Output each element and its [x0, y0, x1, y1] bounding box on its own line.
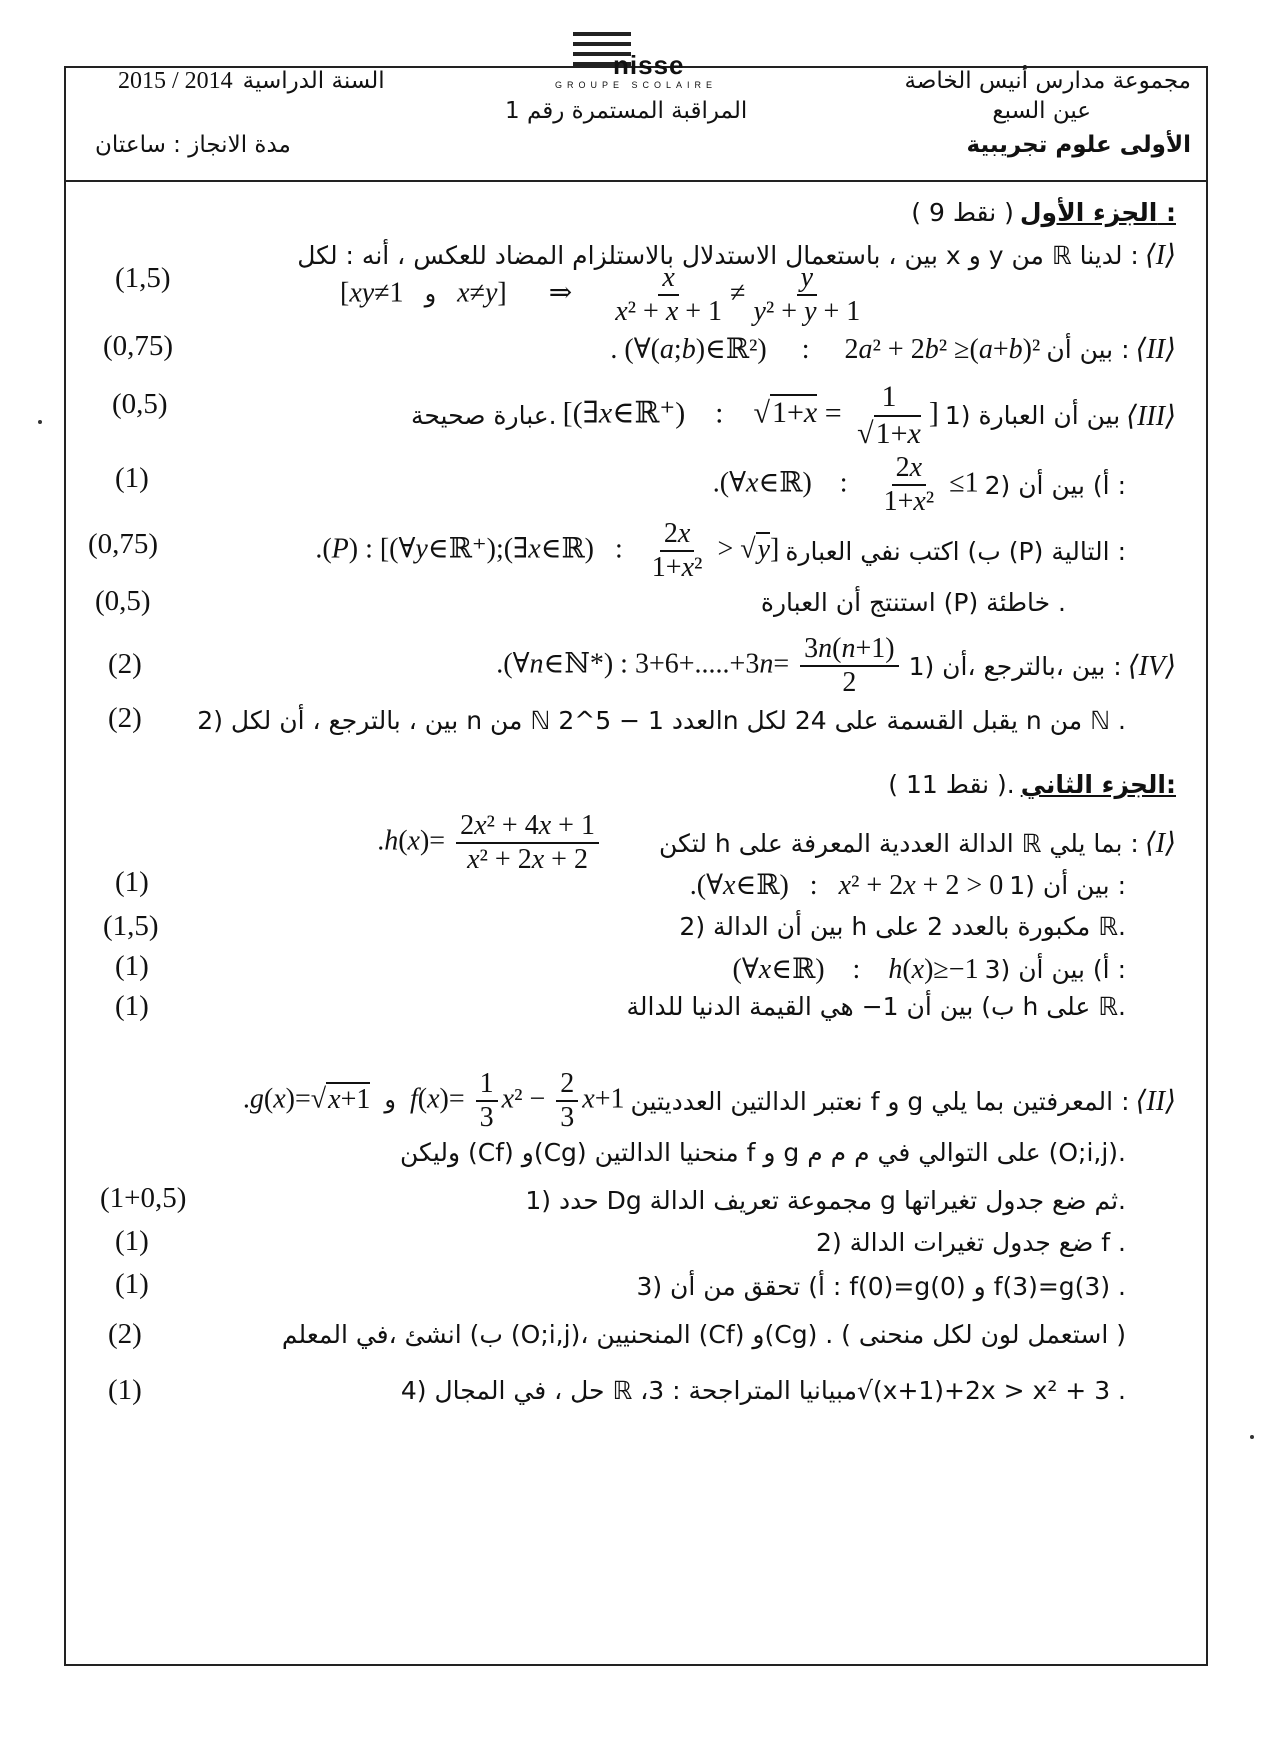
p2-I3b-text: ب) بين أن 1− هي القيمة الدنيا للدالة h على ℝ. [626, 992, 1126, 1021]
school-year [118, 68, 385, 95]
p2-I-text: لتكن h الدالة العددية المعرفة على ℝ بما يلي : [658, 828, 1139, 858]
part2-title: الجزء الثاني: [1020, 770, 1176, 799]
p2-II1-text: 1) حدد Dg مجموعة تعريف الدالة g ثم ضع جدول تغيراتها. [525, 1186, 1126, 1215]
part2-points: ( 11 نقط ). [888, 770, 1015, 799]
q2-points: (0,75) [103, 330, 174, 362]
q4-1-line [496, 633, 1176, 699]
q3-1-line [411, 380, 1176, 451]
part2-heading [888, 770, 1176, 799]
p2-II3a-points: (1) [115, 1268, 149, 1300]
p2-II3b-points: (2) [108, 1318, 142, 1350]
exam-title: المراقبة المستمرة رقم 1 [505, 98, 748, 124]
p2-II-text: نعتبر الدالتين العدديتين f و g المعرفتين بما يلي : [630, 1086, 1130, 1116]
school-name: مجموعة مدارس أنيس الخاصة [904, 68, 1191, 94]
p2-I2-points: (1,5) [103, 910, 159, 942]
q2-formula: . (∀(a;b)∈ℝ²) : 2a² + 2b² ≥(a+b)² [610, 334, 1041, 365]
p2-II-line2 [400, 1138, 1126, 1167]
q4-1-points: (2) [108, 648, 142, 680]
part1-title: الجزء الأول : [1019, 198, 1176, 227]
part1-points: ( 9 نقط ) [911, 198, 1014, 227]
scan-speck [38, 420, 42, 424]
q3-2b-deduce-points: (0,5) [95, 585, 151, 617]
q3-2a-text: 2) أ) بين أن : [984, 470, 1126, 500]
scan-speck [1250, 1435, 1254, 1439]
q3-2a-formula: .(∀x∈ℝ) : $\frac{2x}{\text{1+x²}}$ ≤1 [712, 452, 979, 518]
p2-II-line [243, 1068, 1176, 1134]
p2-II4-points: (1) [108, 1374, 142, 1406]
q4-1-formula: .(∀n∈ℕ*) : 3+6+.....+3n= $\frac{3n(n+1)}{2}$ [496, 633, 902, 699]
q2-label: ⟨II⟩ [1135, 334, 1176, 365]
q2-line [610, 332, 1176, 366]
p2-I3a-formula: (∀x∈ℝ) : h(x)≥−1 [732, 954, 979, 985]
q3-label: ⟨III⟩ [1126, 400, 1176, 432]
q3-2b-deduce-line [761, 588, 1066, 617]
q4-1-text: 1) بين ،بالترجع ،أن : [908, 651, 1122, 681]
p2-I3b-line [626, 992, 1126, 1021]
q3-2a-points: (1) [115, 462, 149, 494]
p2-II3b-text: ب) انشئ ،في المعلم (O;i,j)، المنحنيين (Cf) و(Cg) . ( استعمل لون لكل منحنى ) [281, 1320, 1126, 1349]
p2-II3a-line [636, 1272, 1126, 1301]
header-separator [64, 180, 1208, 182]
p2-II3a-text: 3) أ) تحقق من أن : f(0)=g(0) و f(3)=g(3) . [636, 1272, 1126, 1301]
p2-I3b-points: (1) [115, 990, 149, 1022]
p2-I3a-line [733, 952, 1126, 986]
p2-I2-text: 2) بين أن الدالة h مكبورة بالعدد 2 على ℝ. [679, 912, 1126, 941]
p2-II-label: ⟨II⟩ [1135, 1086, 1176, 1118]
p2-II4-text: 4) حل ، في المجال ℝ ،مبيانيا المتراجحة : 3√(x+1)+2x > x² + 3 . [400, 1376, 1126, 1405]
p2-I1-text: 1) بين أن : [1009, 870, 1126, 900]
p2-II1-line [525, 1186, 1126, 1215]
p2-I1-points: (1) [115, 866, 149, 898]
q3-1-tail: عبارة صحيحة. [411, 401, 557, 430]
q1-text: بين ، باستعمال الاستدلال بالاستلزام المضاد للعكس ، أنه : لكل x و y من ℝ لدينا : [297, 240, 1139, 270]
p2-I1-formula: .(∀x∈ℝ) : x² + 2x + 2 > 0 [689, 870, 1004, 901]
q3-2b-deduce: استنتج أن العبارة (P) خاطئة . [760, 588, 1066, 617]
p2-I3a-text: 3) أ) بين أن : [984, 954, 1126, 984]
q3-1-formula: [(∃x∈ℝ⁺) : √1+x = $\frac{1}{√1+x}$ ] [562, 380, 939, 450]
year-label: السنة الدراسية [242, 68, 385, 94]
q1-label: ⟨I⟩ [1144, 240, 1176, 271]
q3-2b-formula: .(P) : [(∀y∈ℝ⁺);(∃x∈ℝ) : $\frac{2x}{\text{1+x²}}$ > √y] [315, 518, 780, 584]
exam-duration: مدة الانجاز : ساعتان [95, 132, 291, 158]
p2-II1-points: (1+0,5) [100, 1182, 187, 1214]
q3-2b-text: ب) اكتب نفي العبارة (P) التالية : [785, 536, 1126, 566]
p2-II2-line [816, 1228, 1126, 1257]
p2-II4-line [401, 1376, 1126, 1405]
p2-fg-formula: .g(x)=√x+1 و f(x)= $\frac{1}{3}$ x² − $\frac{2}{3}$ x+1 [242, 1068, 625, 1134]
school-logo [555, 28, 725, 88]
p2-I3a-points: (1) [115, 950, 149, 982]
p2-I1-line [690, 868, 1126, 902]
city-name: عين السبع [992, 98, 1091, 124]
part1-heading [911, 198, 1176, 227]
q4-2-points: (2) [108, 702, 142, 734]
logo-subtitle: GROUPE SCOLAIRE [555, 80, 718, 90]
q4-2-line [197, 706, 1126, 735]
logo-name: nisse [613, 50, 685, 80]
year-value: 2015 / 2014 [118, 68, 233, 94]
q3-2b-points: (0,75) [88, 528, 159, 560]
q3-1-text: 1) بين أن العبارة [944, 401, 1121, 430]
p2-h-formula: .h(x)= $\frac{\text{2x² + 4x + 1}}{\text{x² + 2x + 2}}$ [377, 810, 603, 876]
p2-II2-points: (1) [115, 1225, 149, 1257]
p2-II2-text: 2) ضع جدول تغيرات الدالة f . [816, 1228, 1126, 1257]
q4-2-text: 2) بين ، بالترجع ، أن لكل n من ℕ العدد 1 − 5^2n يقبل القسمة على 24 لكل n من ℕ . [197, 706, 1126, 735]
q1-points: (1,5) [115, 262, 171, 294]
q1-formula: [xy≠1 و x≠y] ⇒ $\frac{x}{\text{x² + x + 1}}$ ≠ $\frac{y}{\text{y² + y + 1}}$ [340, 262, 861, 328]
p2-I-label: ⟨I⟩ [1144, 828, 1176, 860]
p2-II-text2: وليكن (Cf) و(Cg) منحنيا الدالتين f و g على التوالي في م م م (O;i,j). [399, 1138, 1126, 1167]
p2-I2-line [679, 912, 1126, 941]
q3-2b-line [315, 518, 1126, 584]
p2-II3b-line [282, 1320, 1126, 1349]
q3-2a-line [713, 452, 1126, 518]
p2-I-line [377, 810, 1176, 876]
class-level: الأولى علوم تجريبية [966, 132, 1191, 158]
q4-label: ⟨IV⟩ [1127, 651, 1176, 683]
q2-text: بين أن : [1046, 334, 1130, 364]
q3-1-points: (0,5) [112, 388, 168, 420]
